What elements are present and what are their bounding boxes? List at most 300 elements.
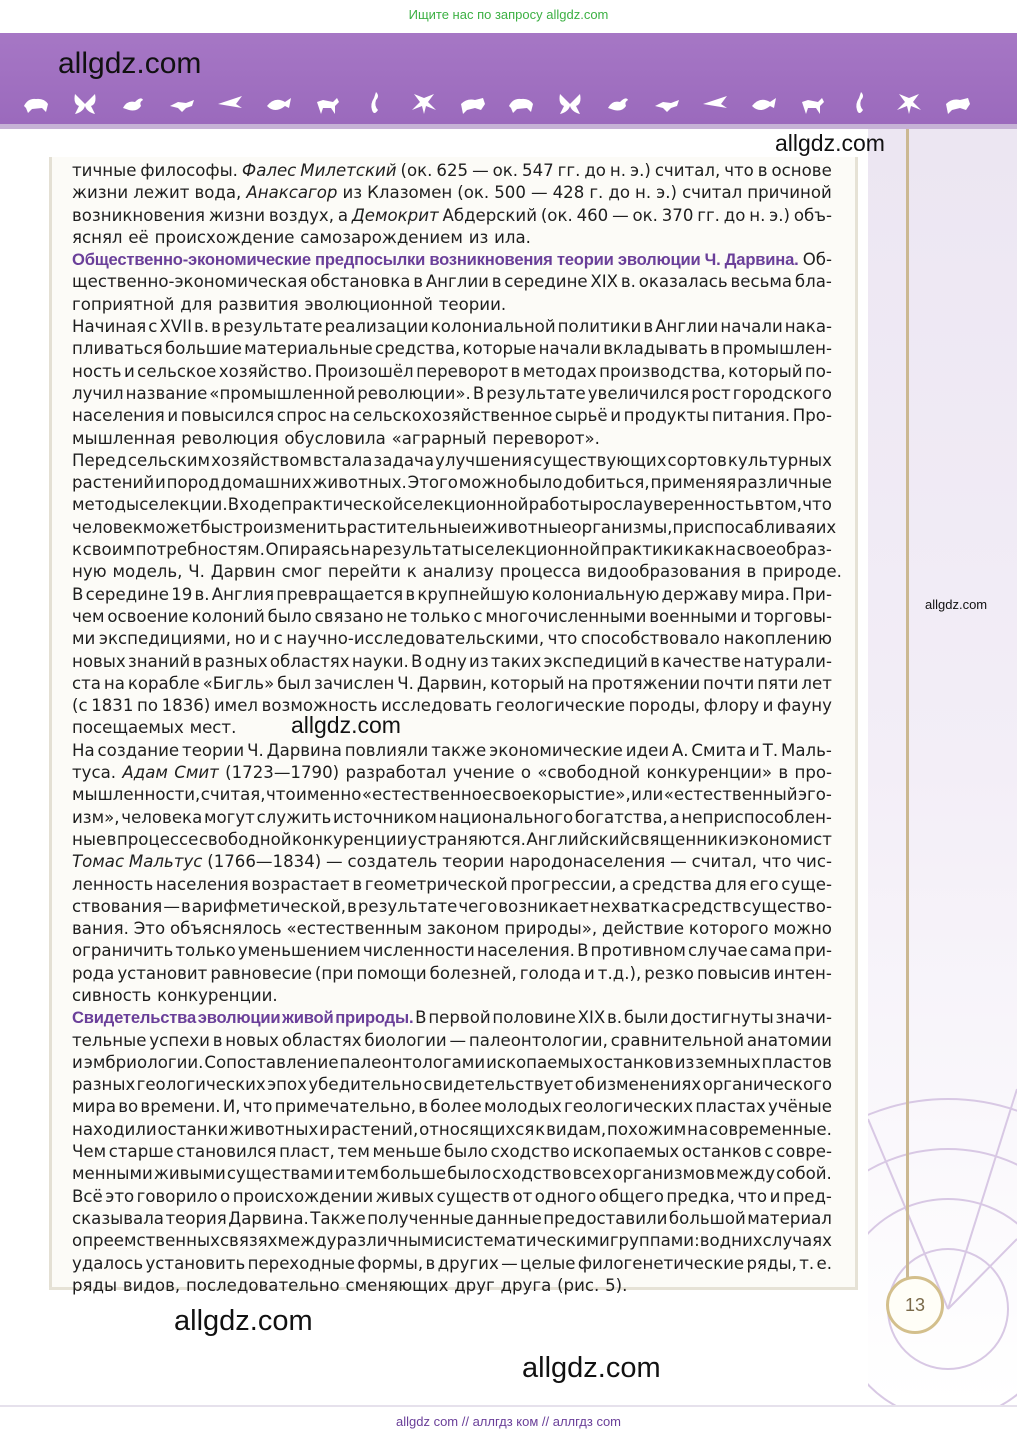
- word: смог: [281, 562, 323, 582]
- word: говорило: [136, 1186, 218, 1206]
- word: общего: [598, 1186, 664, 1206]
- word: в: [643, 317, 654, 337]
- word: чего: [458, 896, 498, 916]
- word: в: [709, 339, 720, 359]
- word: ила.: [494, 227, 531, 247]
- word: считал: [682, 183, 743, 203]
- word: что: [547, 629, 578, 649]
- word: накоплению: [723, 629, 832, 649]
- word: на: [567, 673, 589, 693]
- word: встала: [312, 450, 373, 470]
- word: свидетельствует: [423, 1075, 574, 1095]
- word: населения: [72, 406, 165, 426]
- word: находили: [72, 1119, 157, 1139]
- word: процессе: [116, 829, 199, 849]
- text-line: [72, 1141, 832, 1163]
- word: Смит: [174, 763, 219, 783]
- word: Ч.: [397, 673, 414, 693]
- word: становился: [176, 1142, 277, 1162]
- word: и: [471, 517, 483, 537]
- word: ок.: [632, 205, 658, 225]
- word: ствования: [72, 896, 163, 916]
- word: похожим: [607, 1119, 687, 1139]
- word: обстановка: [310, 272, 411, 292]
- word: XIX: [590, 272, 619, 292]
- word: рост: [691, 383, 731, 403]
- word: связано: [314, 606, 384, 626]
- word: развития: [218, 294, 299, 314]
- word: материальные: [244, 339, 373, 359]
- word: по: [137, 696, 159, 716]
- text-line: [72, 695, 832, 717]
- word: их: [815, 517, 837, 537]
- word: менными: [72, 1164, 153, 1184]
- word: (1766—1834): [207, 852, 322, 872]
- text-line: [72, 494, 832, 516]
- word: палеонтологии,: [468, 1030, 608, 1050]
- word: Мальтус: [128, 852, 203, 872]
- text-line: [72, 361, 832, 383]
- word: практики: [600, 540, 684, 560]
- word: между: [716, 1164, 776, 1184]
- word: установит: [117, 963, 208, 983]
- word: державу: [661, 584, 739, 604]
- word: ископаемых: [486, 1052, 593, 1072]
- word: сырьё: [554, 406, 608, 426]
- word: в.: [607, 1008, 623, 1028]
- word: самозарождением: [300, 227, 463, 247]
- word: геологических: [136, 1075, 266, 1095]
- word: методах: [522, 361, 597, 381]
- word: систематическими: [444, 1231, 610, 1251]
- word: предпосылки: [315, 250, 426, 270]
- word: 370: [661, 205, 694, 225]
- text-line: [72, 1208, 832, 1230]
- word: ность: [72, 361, 122, 381]
- word: предоставили: [543, 1208, 668, 1228]
- word: Сопоставление: [204, 1052, 339, 1072]
- word: сивность: [72, 985, 152, 1005]
- word: в.: [194, 584, 210, 604]
- word: считал,: [654, 161, 721, 180]
- word: промышлен-: [721, 339, 832, 359]
- word: анатомии: [746, 1030, 832, 1050]
- text-line: [72, 807, 832, 829]
- word: причиной: [747, 183, 832, 203]
- word: целые: [520, 1253, 576, 1273]
- word: различными: [336, 1231, 445, 1251]
- word: растений: [72, 473, 155, 493]
- word: в.: [194, 317, 210, 337]
- word: экономические: [489, 740, 623, 760]
- bull-icon: [459, 90, 487, 118]
- word: В: [472, 383, 485, 403]
- watermark-inline: allgdz.com: [291, 712, 401, 738]
- word: н.: [609, 161, 627, 180]
- word: пяти: [757, 673, 799, 693]
- word: «Бигль»: [202, 673, 275, 693]
- word: производства,: [599, 361, 726, 381]
- word: живой: [282, 1008, 334, 1028]
- deer-icon: [507, 90, 535, 118]
- word: случае: [687, 941, 748, 961]
- buffalo-icon: [653, 90, 681, 118]
- word: большой: [668, 1208, 746, 1228]
- text-line: [72, 205, 832, 227]
- word: быстро: [200, 517, 264, 537]
- word: на: [103, 673, 125, 693]
- word: областях: [281, 1030, 362, 1050]
- word: организмы,: [571, 517, 673, 537]
- word: достигнуты: [670, 1008, 774, 1028]
- word: протяжении: [591, 673, 701, 693]
- word: Английский: [526, 829, 631, 849]
- word: считая,: [200, 785, 266, 805]
- word: улучшения: [435, 450, 533, 470]
- word: Об-: [802, 250, 832, 270]
- word: относящихся: [419, 1119, 535, 1139]
- word: существами: [226, 1164, 334, 1184]
- word: в: [347, 896, 357, 916]
- word: корабле: [127, 673, 200, 693]
- dog-icon: [895, 90, 923, 118]
- word: Англии: [425, 272, 489, 292]
- word: 547: [522, 161, 554, 180]
- word: про-: [794, 763, 832, 783]
- word: т.д.),: [597, 963, 642, 983]
- text-line: [72, 428, 832, 450]
- word: теории: [556, 250, 614, 270]
- word: перейти: [327, 562, 401, 582]
- word: своекорыстие»,: [492, 785, 631, 805]
- word: (при: [314, 963, 354, 983]
- text-line: [72, 517, 837, 539]
- word: Произошёл: [314, 361, 414, 381]
- word: для: [714, 874, 747, 894]
- text-line: [72, 1163, 832, 1185]
- word: прогрессии,: [510, 874, 617, 894]
- word: в: [405, 584, 416, 604]
- word: сходство: [490, 1142, 570, 1162]
- word: из: [342, 183, 363, 203]
- word: и: [762, 696, 774, 716]
- word: и: [72, 1052, 83, 1072]
- word: Дарвина: [266, 740, 342, 760]
- word: вкладывать: [603, 339, 708, 359]
- word: с: [148, 317, 158, 337]
- word: ок.: [492, 161, 519, 180]
- word: различные: [737, 473, 832, 493]
- butterfly-icon: [71, 90, 99, 118]
- word: и: [259, 629, 271, 649]
- word: основе: [771, 161, 832, 180]
- word: и: [154, 473, 166, 493]
- word: результате: [486, 383, 586, 403]
- word: могут: [203, 807, 255, 827]
- text-line: [72, 717, 832, 739]
- word: средства: [631, 874, 713, 894]
- text-line: [72, 851, 832, 873]
- text-line: [72, 762, 832, 784]
- text-line: [72, 383, 832, 405]
- mantis-icon: [556, 90, 584, 118]
- word: мира: [72, 1097, 117, 1117]
- word: голода: [519, 963, 582, 983]
- text-line: [72, 472, 832, 494]
- word: разных: [72, 1075, 136, 1095]
- word: —: [670, 852, 687, 872]
- word: реализации: [324, 317, 429, 337]
- word: Ч.: [247, 740, 264, 760]
- word: одну: [424, 651, 467, 671]
- word: происхождение: [154, 227, 295, 247]
- word: пливаться: [72, 339, 163, 359]
- word: источником: [333, 807, 437, 827]
- word: устраняются.: [407, 829, 526, 849]
- lizard-icon: [168, 90, 196, 118]
- word: т.: [799, 1253, 815, 1273]
- word: е.: [816, 1253, 832, 1273]
- word: успехи: [149, 1030, 210, 1050]
- word: совре-: [776, 1142, 832, 1162]
- word: культурных: [727, 450, 832, 470]
- word: конкуренции»: [646, 763, 773, 783]
- buffalo-icon: [22, 90, 50, 118]
- word: повлияли: [344, 740, 429, 760]
- text-line: [72, 606, 832, 628]
- word: как: [684, 540, 715, 560]
- word: исследовать: [381, 696, 492, 716]
- word: результаты: [372, 540, 475, 560]
- word: материал: [747, 1208, 832, 1228]
- word: Ч.: [704, 250, 721, 270]
- word: и: [740, 606, 752, 626]
- text-line: [72, 1007, 832, 1029]
- word: а: [337, 205, 348, 225]
- word: чем: [72, 606, 105, 626]
- word: но: [234, 629, 256, 649]
- word: законом: [426, 919, 500, 939]
- word: группами:: [609, 1231, 700, 1251]
- word: с: [473, 606, 483, 626]
- word: изменить: [263, 517, 347, 537]
- word: сменяющих: [345, 1275, 449, 1295]
- word: что: [265, 785, 296, 805]
- word: приспосабливая: [672, 517, 816, 537]
- word: домашних: [220, 473, 312, 493]
- word: работы: [528, 495, 593, 515]
- word: и: [749, 740, 760, 760]
- word: туса.: [72, 763, 117, 783]
- watermark-right-top: allgdz.com: [775, 130, 885, 156]
- word: в: [352, 874, 363, 894]
- word: времени.: [140, 1097, 221, 1117]
- word: оказалась: [638, 272, 728, 292]
- word: в: [491, 272, 502, 292]
- word: удалось: [72, 1253, 144, 1273]
- word: помощи: [356, 963, 427, 983]
- word: новых: [225, 1030, 279, 1050]
- word: палеонтологами: [339, 1052, 486, 1072]
- word: бла-: [794, 272, 832, 292]
- word: флору: [703, 696, 760, 716]
- word: конкуренции: [291, 829, 408, 849]
- word: науки.: [351, 651, 409, 671]
- word: переворот: [416, 361, 509, 381]
- text-line: [72, 1253, 832, 1275]
- word: природы.: [335, 1008, 414, 1028]
- word: Перед: [72, 450, 127, 470]
- word: средств: [671, 896, 742, 916]
- word: в: [746, 562, 757, 582]
- word: колониальной: [430, 317, 556, 337]
- word: только: [410, 606, 471, 626]
- word: н.: [749, 205, 766, 225]
- word: Общественно-экономические: [72, 250, 311, 270]
- text-line: [72, 561, 842, 583]
- word: мышленная: [72, 428, 176, 448]
- word: до: [584, 161, 606, 180]
- word: которого: [688, 919, 769, 939]
- word: А.: [671, 740, 689, 760]
- word: что: [737, 1186, 768, 1206]
- word: переворот».: [492, 428, 600, 448]
- word: колониальную: [531, 584, 660, 604]
- word: применяя: [650, 473, 737, 493]
- text-line: [72, 182, 832, 204]
- word: земных: [695, 1052, 761, 1072]
- word: натурали-: [743, 651, 832, 671]
- word: мест.: [189, 718, 237, 738]
- word: переходные: [247, 1253, 356, 1273]
- word: филогенетические: [577, 1253, 745, 1273]
- word: Адам: [122, 763, 168, 783]
- text-line: [72, 1275, 832, 1297]
- word: только: [175, 941, 236, 961]
- text-line: [72, 316, 832, 338]
- word: Фалес: [241, 161, 297, 180]
- word: селекции.: [139, 495, 228, 515]
- word: предка,: [666, 1186, 735, 1206]
- word: всех: [572, 1164, 612, 1184]
- word: Дарвин,: [416, 673, 488, 693]
- word: половине: [492, 1008, 576, 1028]
- word: Милетский: [300, 161, 397, 180]
- bird-icon: [216, 90, 244, 118]
- word: середине: [85, 584, 169, 604]
- word: 625: [436, 161, 469, 180]
- word: середине: [504, 272, 588, 292]
- word: что: [242, 1097, 273, 1117]
- word: с: [764, 1142, 774, 1162]
- word: военными: [649, 606, 738, 626]
- word: э.): [656, 183, 678, 203]
- word: эго-: [797, 785, 832, 805]
- word: противном: [590, 941, 686, 961]
- word: ми: [72, 629, 96, 649]
- word: до: [723, 205, 746, 225]
- word: повысился: [180, 406, 275, 426]
- word: пластов: [761, 1052, 832, 1072]
- word: экономист: [739, 829, 832, 849]
- search-hint: Ищите нас по запросу allgdz.com: [408, 7, 609, 22]
- watermark-banner: allgdz.com: [58, 47, 202, 80]
- word: примечательно,: [274, 1097, 417, 1117]
- word: на: [329, 406, 351, 426]
- word: средства,: [374, 339, 461, 359]
- word: возрастает: [251, 874, 350, 894]
- word: сказывала: [72, 1208, 164, 1228]
- word: на: [350, 540, 372, 560]
- word: считал,: [691, 852, 757, 872]
- word: также: [431, 740, 487, 760]
- word: природы»,: [504, 919, 598, 939]
- word: ограничить: [72, 941, 174, 961]
- word: (с: [72, 696, 88, 716]
- word: преемственных: [82, 1231, 220, 1251]
- word: Томас: [72, 852, 125, 872]
- word: были: [623, 1008, 669, 1028]
- word: по-: [804, 361, 832, 381]
- word: ходе: [239, 495, 281, 515]
- text-line: [72, 896, 832, 918]
- word: своеобраз-: [736, 540, 832, 560]
- word: способствовало: [580, 629, 720, 649]
- text-line: [72, 338, 832, 360]
- fish-icon: [847, 90, 875, 118]
- word: больше: [379, 1164, 447, 1184]
- word: На: [72, 740, 95, 760]
- word: «промышленной: [209, 383, 356, 403]
- word: жизни: [72, 183, 129, 203]
- word: Клазомен: [367, 183, 453, 203]
- word: сортов: [667, 450, 727, 470]
- word: крупнейшую: [417, 584, 530, 604]
- word: «естественный: [663, 785, 798, 805]
- word: тем: [346, 1164, 379, 1184]
- word: зачислен: [314, 673, 395, 693]
- word: гг.: [557, 161, 581, 180]
- footer-links: allgdz com // аллгдз ком // аллгдз com: [395, 1414, 622, 1429]
- dog-icon: [313, 90, 341, 118]
- word: возможность: [261, 696, 378, 716]
- word: 5).: [605, 1275, 628, 1295]
- word: Ч.: [188, 562, 205, 582]
- word: политики: [557, 317, 642, 337]
- word: вода,: [194, 183, 242, 203]
- word: существо-: [742, 896, 832, 916]
- word: возникает: [498, 896, 589, 916]
- word: и: [319, 1119, 330, 1139]
- word: Также: [310, 1208, 366, 1228]
- word: и: [584, 963, 595, 983]
- text-line: [72, 1030, 832, 1052]
- page-number: 13: [886, 1276, 944, 1334]
- word: Дарвина.: [724, 250, 799, 270]
- word: объяснялось: [169, 919, 282, 939]
- side-panel: [868, 129, 1017, 1405]
- text-line: [72, 651, 832, 673]
- word: росла: [592, 495, 644, 515]
- word: убедительно: [308, 1075, 423, 1095]
- word: гоприятной: [72, 294, 175, 314]
- word: который: [728, 361, 803, 381]
- word: о: [220, 1186, 231, 1206]
- word: повысив: [696, 963, 771, 983]
- word: Этого: [407, 473, 458, 493]
- text-line: [72, 405, 832, 427]
- word: селекционной: [475, 540, 601, 560]
